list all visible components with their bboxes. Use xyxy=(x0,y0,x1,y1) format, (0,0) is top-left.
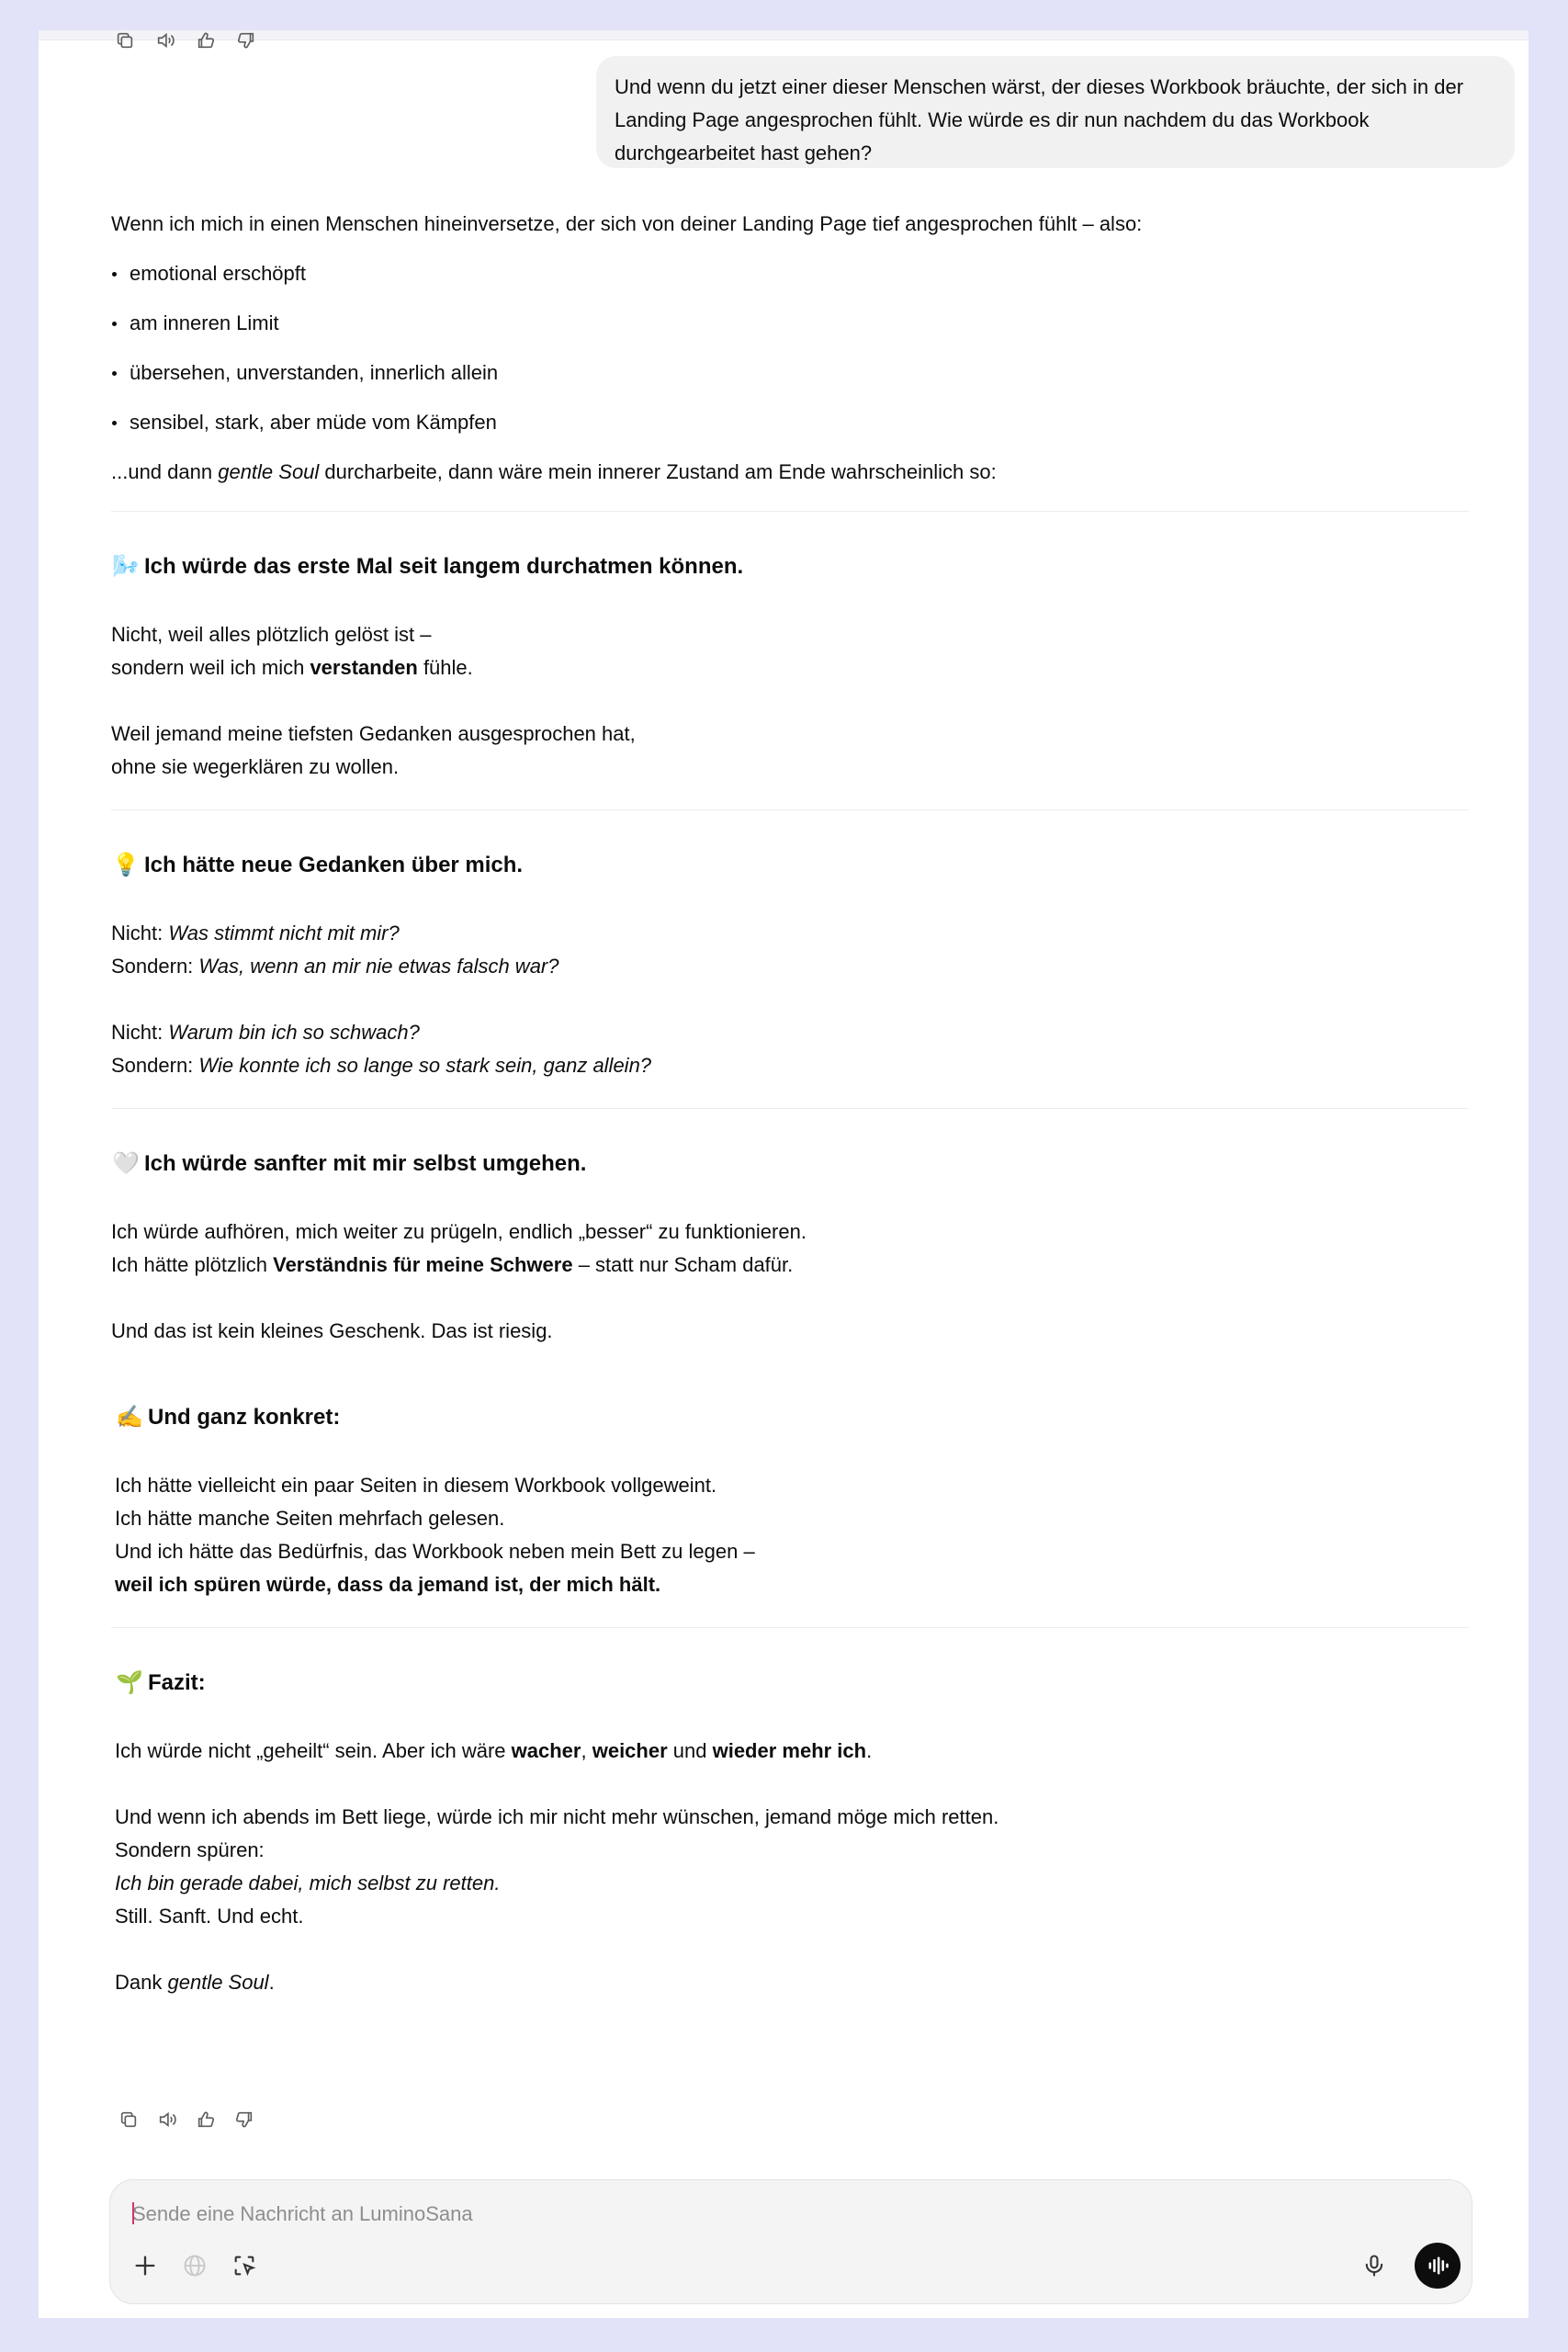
thumbs-down-icon[interactable] xyxy=(233,30,259,51)
text-line: Nicht: Warum bin ich so schwach? xyxy=(111,1021,420,1044)
assistant-message xyxy=(111,208,1471,1999)
previous-message-actions xyxy=(112,30,259,51)
message-composer xyxy=(109,2179,1472,2304)
list-item: übersehen, unverstanden, innerlich allein xyxy=(111,356,1471,390)
thumbs-up-icon[interactable] xyxy=(193,2107,219,2132)
globe-icon[interactable] xyxy=(176,2247,213,2284)
copy-icon[interactable] xyxy=(112,30,138,51)
text-line: Ich hätte vielleicht ein paar Seiten in diesem Workbook vollgeweint. xyxy=(115,1474,717,1497)
message-input[interactable] xyxy=(130,2197,1236,2232)
voice-mode-icon[interactable] xyxy=(1415,2243,1461,2289)
text-line: Ich hätte plötzlich Verständnis für meine Schwere – statt nur Scham dafür. xyxy=(111,1253,794,1276)
section-concrete xyxy=(111,1401,1471,1601)
top-bar xyxy=(39,30,1529,40)
text-line: Sondern: Was, wenn an mir nie etwas falsch war? xyxy=(111,955,559,978)
white-heart-icon: 🤍 xyxy=(112,1151,140,1176)
message-actions xyxy=(116,2107,257,2132)
text-line: weil ich spüren würde, dass da jemand ist, der mich hält. xyxy=(115,1573,661,1596)
list-item: am inneren Limit xyxy=(111,307,1471,340)
text-line: Ich bin gerade dabei, mich selbst zu retten. xyxy=(115,1871,501,1894)
copy-icon[interactable] xyxy=(116,2107,141,2132)
speaker-icon[interactable] xyxy=(152,30,178,51)
text-line: ohne sie wegerklären zu wollen. xyxy=(111,755,400,778)
text-line: Und wenn ich abends im Bett liege, würde ich mir nicht mehr wünschen, jemand möge mich retten. xyxy=(115,1805,999,1828)
answer-lead: ...und dann gentle Soul durcharbeite, dann wäre mein innerer Zustand am Ende wahrscheinlich so: xyxy=(111,460,997,483)
text-line: Sondern: Wie konnte ich so lange so stark sein, ganz allein? xyxy=(111,1054,652,1077)
divider xyxy=(111,511,1469,512)
bullet-list xyxy=(111,257,1471,439)
text-line: Nicht: Was stimmt nicht mit mir? xyxy=(111,922,400,944)
user-message: Und wenn du jetzt einer dieser Menschen wärst, der dieses Workbook bräuchte, der sich in der Landing Page angesprochen fühlt. Wie würde es dir nun nachdem du das Workbook durchgearbeitet hast gehen? xyxy=(596,56,1515,168)
speaker-icon[interactable] xyxy=(154,2107,180,2132)
microphone-icon[interactable] xyxy=(1356,2247,1393,2284)
section-breathe xyxy=(111,550,1471,784)
text-line: Ich hätte manche Seiten mehrfach gelesen. xyxy=(115,1507,505,1530)
section-heading: 🤍 Ich würde sanfter mit mir selbst umgehen. xyxy=(111,1148,1471,1181)
section-gentler xyxy=(111,1148,1471,1348)
section-heading: ✍️ Und ganz konkret: xyxy=(115,1401,1471,1434)
text-line: Still. Sanft. Und echt. xyxy=(115,1905,304,1928)
chat-window xyxy=(39,30,1529,2318)
text-line: Weil jemand meine tiefsten Gedanken ausgesprochen hat, xyxy=(111,722,636,745)
light-bulb-icon: 💡 xyxy=(112,853,140,877)
divider xyxy=(111,809,1469,810)
text-caret xyxy=(132,2202,134,2224)
writing-hand-icon: ✍️ xyxy=(116,1405,143,1430)
divider xyxy=(111,1108,1469,1109)
plus-icon[interactable] xyxy=(127,2247,164,2284)
text-line: Und ich hätte das Bedürfnis, das Workbook neben mein Bett zu legen – xyxy=(115,1540,755,1563)
section-heading: 🌱 Fazit: xyxy=(115,1667,1471,1700)
text-line: Ich würde nicht „geheilt“ sein. Aber ich wäre wacher, weicher und wieder mehr ich. xyxy=(115,1739,873,1762)
text-line: sondern weil ich mich verstanden fühle. xyxy=(111,656,473,679)
answer-intro: Wenn ich mich in einen Menschen hineinversetze, der sich von deiner Landing Page tief angesprochen fühlt – also: xyxy=(111,212,1143,235)
thumbs-down-icon[interactable] xyxy=(231,2107,257,2132)
section-heading: 💡 Ich hätte neue Gedanken über mich. xyxy=(111,849,1471,882)
text-line: Und das ist kein kleines Geschenk. Das ist riesig. xyxy=(111,1319,553,1342)
text-line: Nicht, weil alles plötzlich gelöst ist – xyxy=(111,623,432,646)
text-line: Dank gentle Soul. xyxy=(115,1971,275,1994)
wind-icon: 🌬️ xyxy=(112,554,140,579)
section-new-thoughts xyxy=(111,849,1471,1082)
section-heading: 🌬️ Ich würde das erste Mal seit langem durchatmen können. xyxy=(111,550,1471,583)
text-line: Ich würde aufhören, mich weiter zu prügeln, endlich „besser“ zu funktionieren. xyxy=(111,1220,807,1243)
section-conclusion xyxy=(111,1667,1471,1999)
thumbs-up-icon[interactable] xyxy=(193,30,219,51)
seedling-icon: 🌱 xyxy=(116,1670,143,1695)
text-line: Sondern spüren: xyxy=(115,1838,265,1861)
divider xyxy=(111,1627,1469,1628)
screen-select-icon[interactable] xyxy=(226,2247,263,2284)
list-item: sensibel, stark, aber müde vom Kämpfen xyxy=(111,406,1471,439)
list-item: emotional erschöpft xyxy=(111,257,1471,290)
